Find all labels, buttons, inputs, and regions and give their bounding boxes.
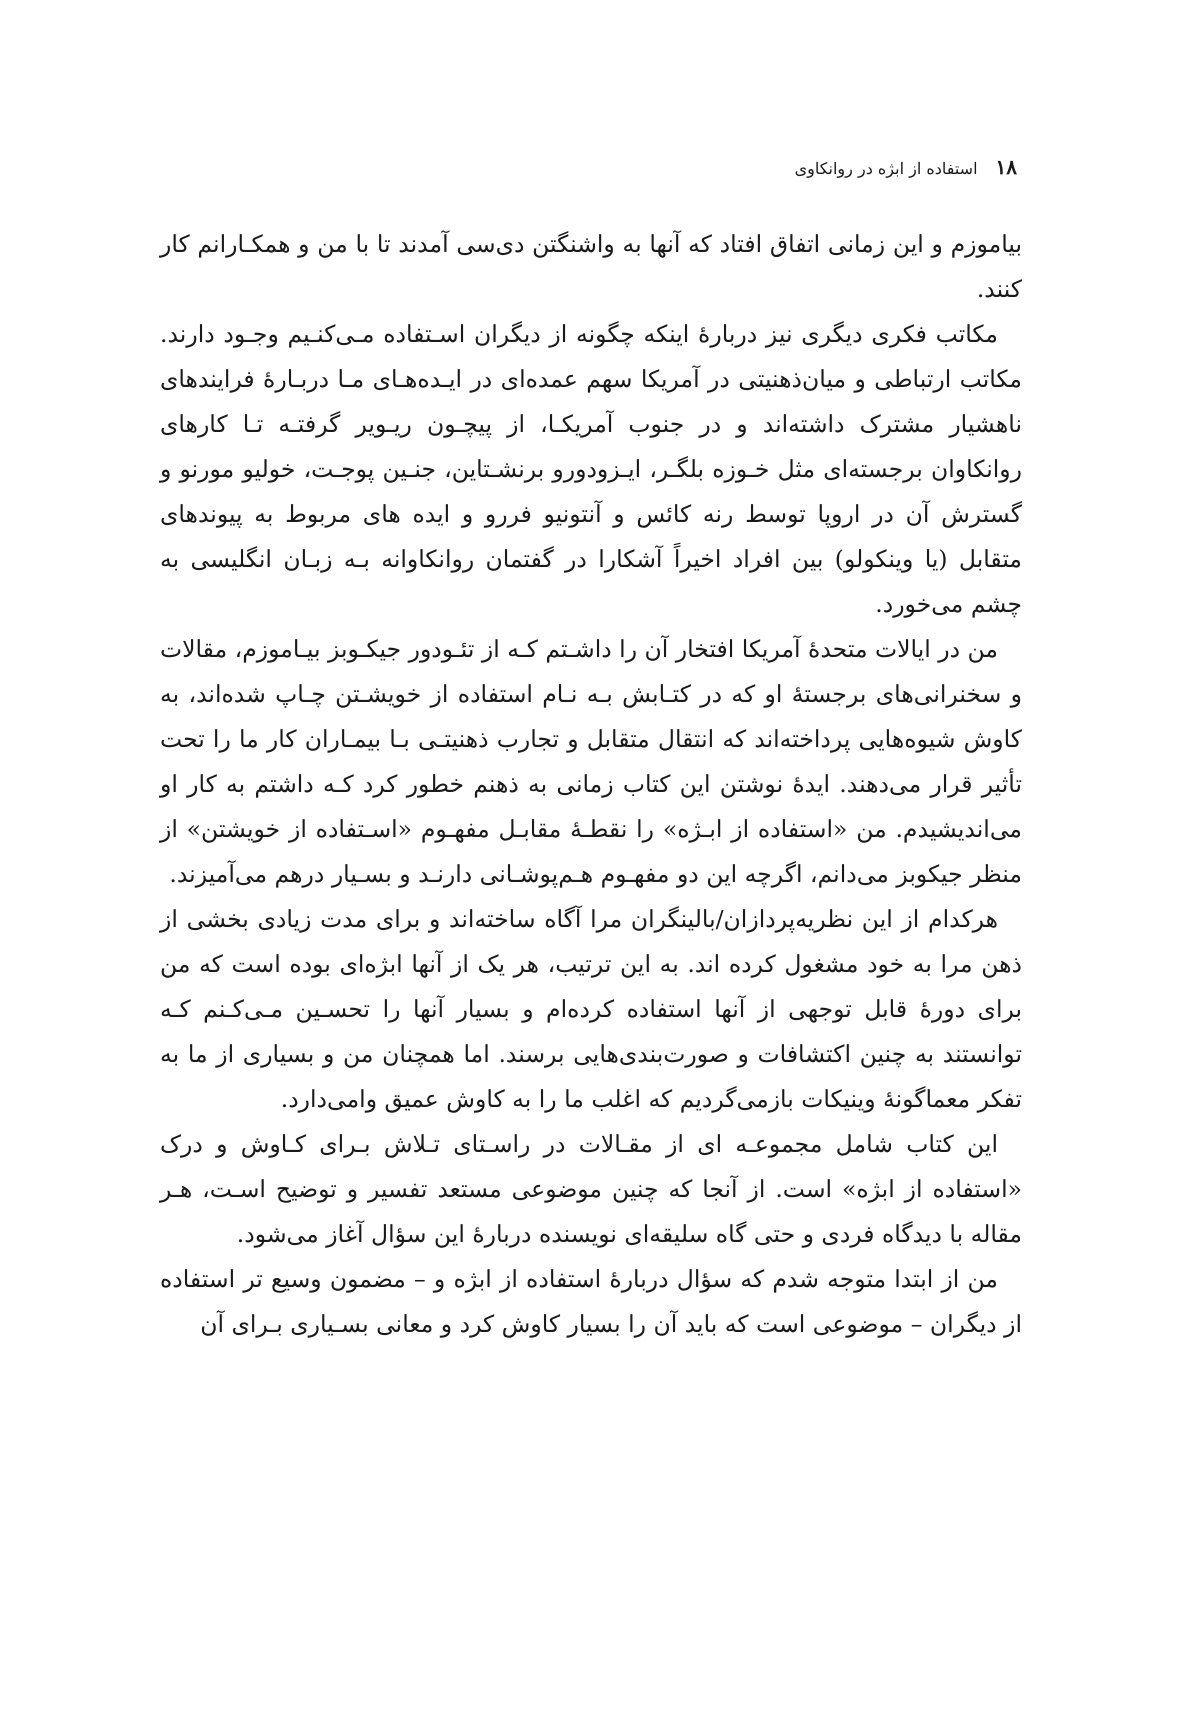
- paragraph: این کتاب شامل مجموعـه ای از مقـالات در راسـتای تـلاش بـرای کـاوش و درک «استفاده از ابژه» است. از آنجا که چنین موضوعی مستعد تفسیر و توضیح اسـت، هـر مقاله با دیدگاه فردی و حتی گاه سلیقه‌ای نویسنده دربارهٔ این سؤال آغاز می‌شود.: [160, 1130, 1022, 1248]
- page-header: [795, 155, 1017, 179]
- running-title: استفاده از ابژه در روانکاوی: [794, 159, 978, 178]
- paragraph: من از ابتدا متوجه شدم که سؤال دربارهٔ استفاده از ابژه و – مضمون وسیع تر استفاده از دیگران – موضوعی است که باید آن را بسیار کاوش کرد و معانی بسـیاری بـرای آن: [160, 1265, 1022, 1338]
- paragraph: هرکدام از این نظریه‌پردازان/بالینگران مرا آگاه ساخته‌اند و برای مدت زیادی بخشی از ذهن مرا به خود مشغول کرده اند. به این ترتیب، هر یک از آنها ابژه‌ای بوده است که من برای دورهٔ قابل توجهی از آنها استفاده کرده‌ام و بسیار آنها را تحسـین مـی‌کـنم کـه توانستند به چنین اکتشافات و صورت‌بندی‌هایی برسند. اما همچنان من و بسیاری از ما به تفکر معماگونهٔ وینیکات بازمی‌گردیم که اغلب ما را به کاوش عمیق وامی‌دارد.: [160, 905, 1022, 1113]
- paragraph: مکاتب فکری دیگری نیز دربارهٔ اینکه چگونه از دیگران اسـتفاده مـی‌کنـیم وجـود دارند. مکاتب ارتباطی و میان‌ذهنیتی در آمریکا سهم عمده‌ای در ایـده‌هـای مـا دربـارهٔ فرایندهای ناهشیار مشترک داشته‌اند و در جنوب آمریکـا، از پیچـون ریـویر گرفتـه تـا کارهای روانکاوان برجسته‌ای مثل خـوزه بلگـر، ایـزودورو برنشـتاین، جنـین پوجـت، خولیو مورنو و گسترش آن در اروپا توسط رنه کائس و آنتونیو فررو و ایده های مربوط به پیوندهای متقابل (یا وینکولو) بین افراد اخیراً آشکارا در گفتمان روانکاوانه بـه زبـان انگلیسی به چشم می‌خورد.: [160, 320, 1022, 618]
- paragraph: بیاموزم و این زمانی اتفاق افتاد که آنها به واشنگتن دی‌سی آمدند تا با من و همکـارانم کار کنند.: [160, 230, 1022, 303]
- page-number: ۱۸: [995, 155, 1017, 179]
- body-text: [160, 222, 1022, 1347]
- paragraph: من در ایالات متحدهٔ آمریکا افتخار آن را داشـتم کـه از تئـودور جیکـوبز بیـاموزم، مقالات و سخنرانی‌های برجستهٔ او که در کتـابش بـه نـام استفاده از خویشـتن چـاپ شده‌اند، به کاوش شیوه‌هایی پرداخته‌اند که انتقال متقابل و تجارب ذهنیتـی بـا بیمـاران کار ما را تحت تأثیر قرار می‌دهند. ایدهٔ نوشتن این کتاب زمانی به ذهنم خطور کرد کـه داشتم به کار او می‌اندیشیدم. من «استفاده از ابـژه» را نقطـهٔ مقابـل مفهـوم «اسـتفاده از خویشتن» از منظر جیکوبز می‌دانم، اگرچه این دو مفهـوم هـم‌پوشـانی دارنـد و بسـیار درهم می‌آمیزند.: [160, 635, 1022, 888]
